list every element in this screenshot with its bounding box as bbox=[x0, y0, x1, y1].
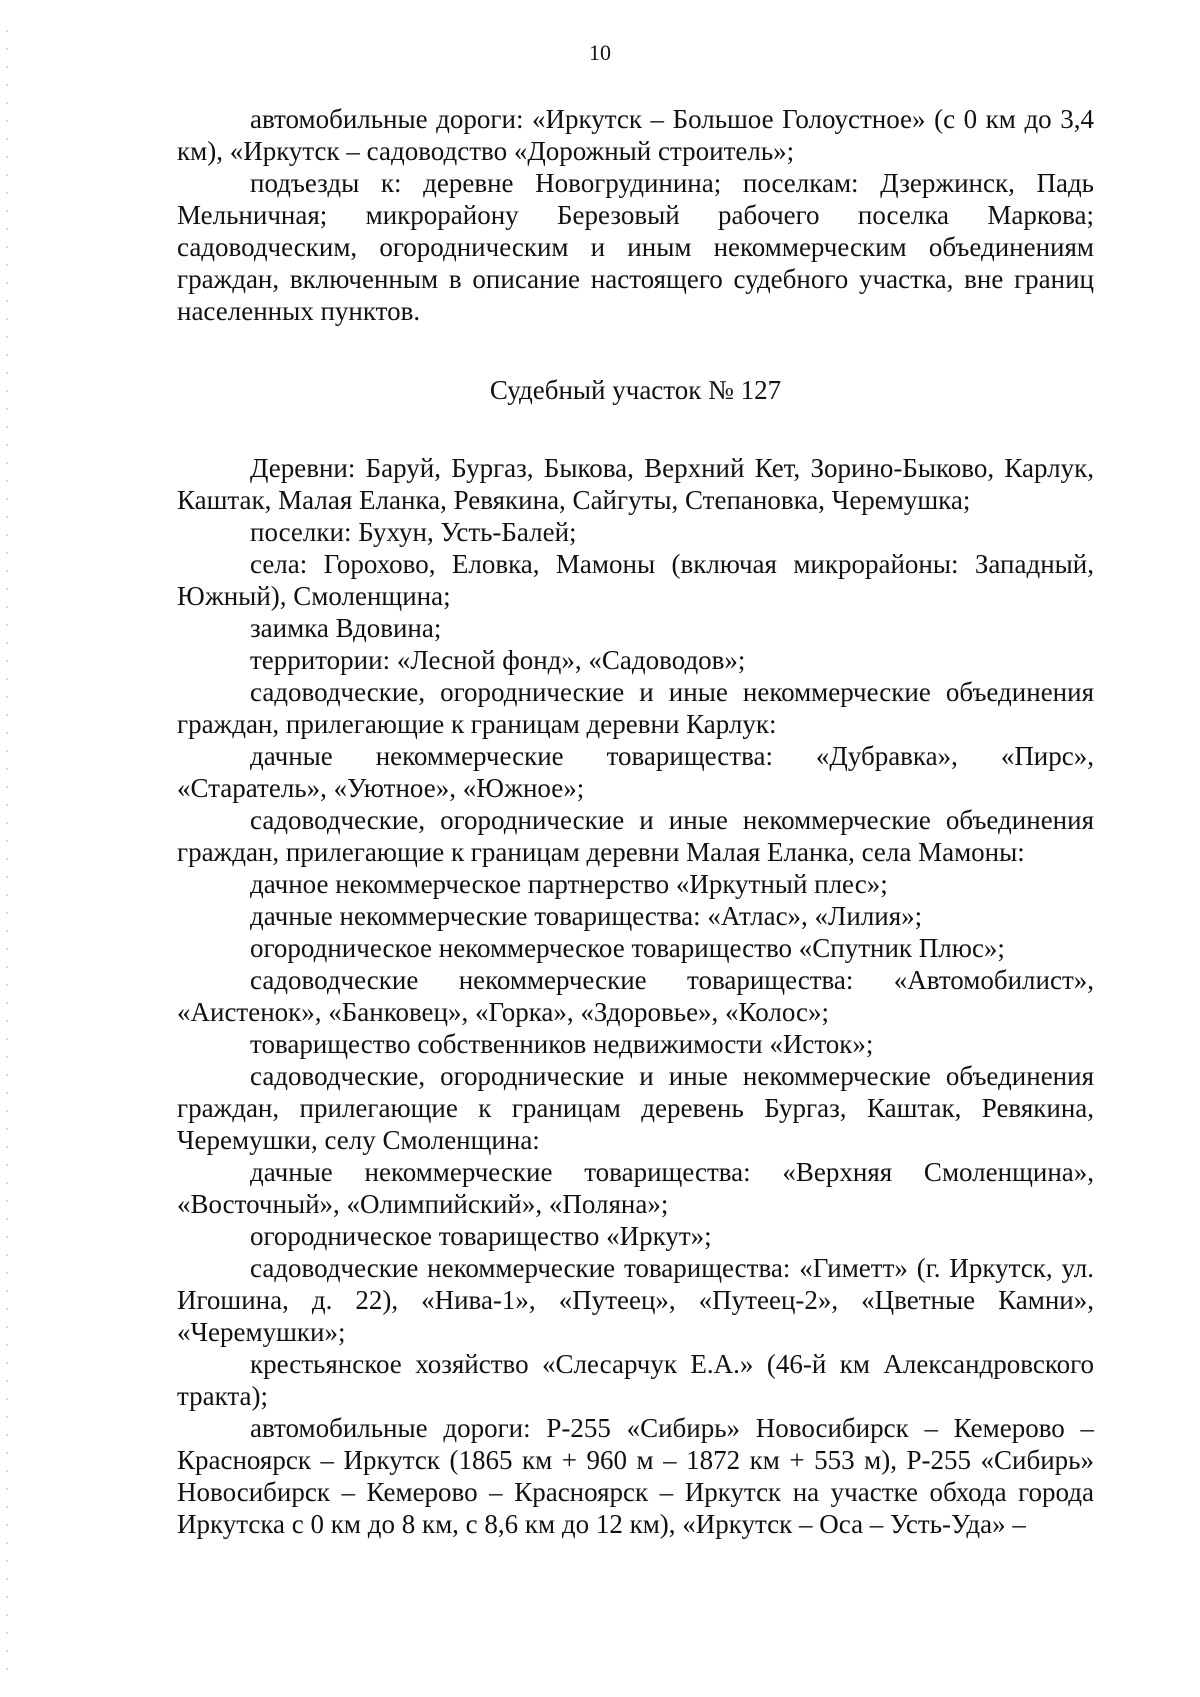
section-paragraph: товарищество собственников недвижимости «Исток»; bbox=[250, 1029, 874, 1059]
document-body bbox=[177, 103, 1094, 1540]
section-paragraph: крестьянское хозяйство «Слесарчук Е.А.» (46-й км Александровского тракта); bbox=[177, 1349, 1094, 1411]
intro-paragraph: подъезды к: деревне Новогрудинина; поселкам: Дзержинск, Падь Мельничная; микрорайону Березовый рабочего поселка Маркова; садоводческим, огородническим и иным некоммерческим объединениям граждан, включенным в описание настоящего судебного участка, вне границ населенных пунктов. bbox=[177, 168, 1094, 326]
section-paragraph: садоводческие некоммерческие товарищества: «Автомобилист», «Аистенок», «Банковец», «Горка», «Здоровье», «Колос»; bbox=[177, 965, 1094, 1027]
section-paragraph: Деревни: Баруй, Бургаз, Быкова, Верхний Кет, Зорино-Быково, Карлук, Каштак, Малая Еланка, Ревякина, Сайгуты, Степановка, Черемушка; bbox=[177, 453, 1094, 515]
intro-paragraph: автомобильные дороги: «Иркутск – Большое Голоустное» (с 0 км до 3,4 км), «Иркутск – садоводство «Дорожный строитель»; bbox=[177, 104, 1094, 166]
section-paragraph: садоводческие, огороднические и иные некоммерческие объединения граждан, прилегающие к границам деревень Бургаз, Каштак, Ревякина, Черемушки, селу Смоленщина: bbox=[177, 1061, 1094, 1155]
section-paragraph: автомобильные дороги: Р-255 «Сибирь» Новосибирск – Кемерово – Красноярск – Иркутск (1865 км + 960 м – 1872 км + 553 м), Р-255 «Сибирь» Новосибирск – Кемерово – Красноярск – Иркутск на участке обхода города Иркутска с 0 км до 8 км, с 8,6 км до 12 км), «Иркутск – Оса – Усть-Уда» – bbox=[177, 1413, 1094, 1539]
section-title: Судебный участок № 127 bbox=[489, 375, 782, 405]
section-paragraph: поселки: Бухун, Усть-Балей; bbox=[250, 517, 577, 547]
section-paragraph: огородническое товарищество «Иркут»; bbox=[250, 1221, 712, 1251]
scan-margin-marks bbox=[6, 30, 8, 1670]
section-paragraph: огородническое некоммерческое товарищество «Спутник Плюс»; bbox=[250, 933, 1005, 963]
section-paragraph: заимка Вдовина; bbox=[250, 613, 442, 643]
section-paragraph: садоводческие, огороднические и иные некоммерческие объединения граждан, прилегающие к границам деревни Малая Еланка, села Мамоны: bbox=[177, 805, 1094, 867]
section-paragraph: территории: «Лесной фонд», «Садоводов»; bbox=[250, 645, 746, 675]
section-paragraph: села: Горохово, Еловка, Мамоны (включая микрорайоны: Западный, Южный), Смоленщина; bbox=[177, 549, 1094, 611]
section-paragraph: садоводческие, огороднические и иные некоммерческие объединения граждан, прилегающие к границам деревни Карлук: bbox=[177, 677, 1094, 739]
section-paragraph: дачные некоммерческие товарищества: «Атлас», «Лилия»; bbox=[250, 901, 923, 931]
section-paragraph: дачные некоммерческие товарищества: «Верхняя Смоленщина», «Восточный», «Олимпийский», «Поляна»; bbox=[177, 1157, 1094, 1219]
page-number: 10 bbox=[589, 40, 611, 65]
section-paragraph: садоводческие некоммерческие товарищества: «Гиметт» (г. Иркутск, ул. Игошина, д. 22), «Нива-1», «Путеец», «Путеец-2», «Цветные Камни», «Черемушки»; bbox=[177, 1253, 1094, 1347]
section-paragraph: дачное некоммерческое партнерство «Иркутный плес»; bbox=[250, 869, 888, 899]
section-paragraph: дачные некоммерческие товарищества: «Дубравка», «Пирс», «Старатель», «Уютное», «Южное»; bbox=[177, 741, 1094, 803]
